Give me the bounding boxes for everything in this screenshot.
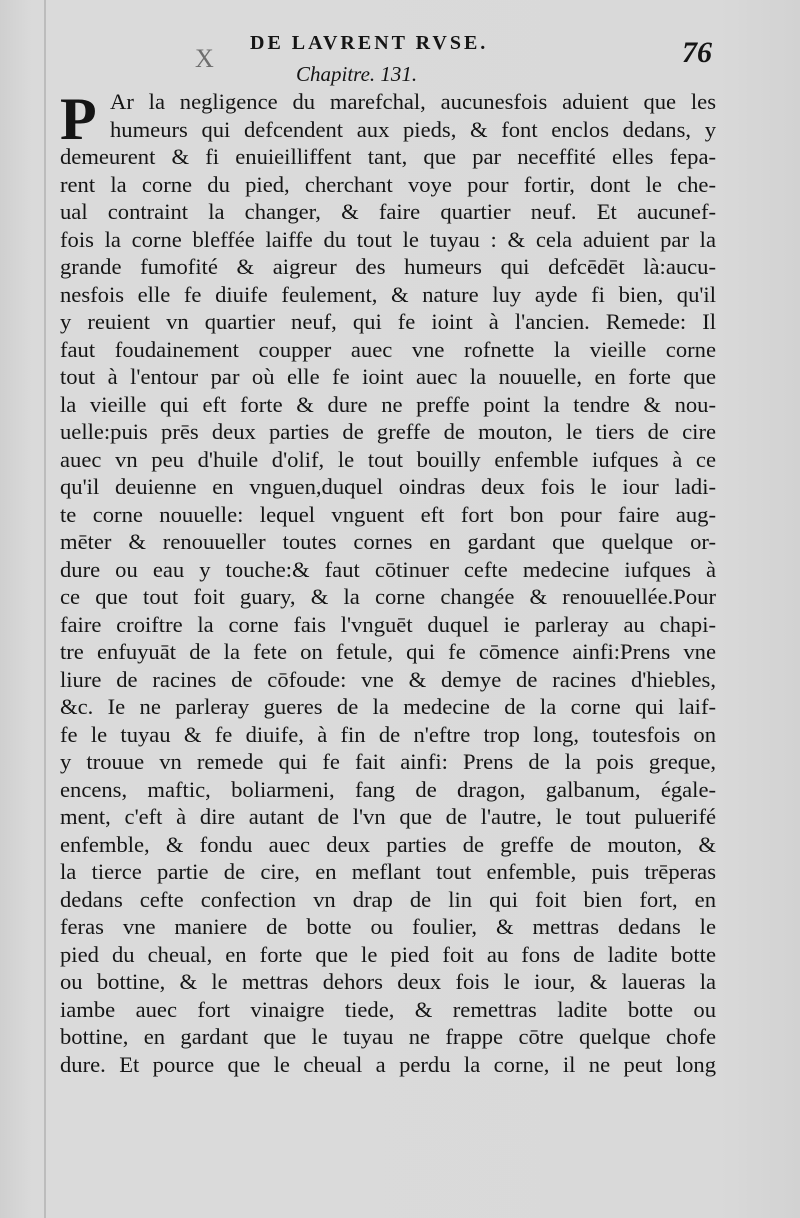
text-line: ual contraint la changer, & faire quartier neuf. Et aucunef-	[60, 199, 716, 224]
text-line: fe le tuyau & fe diuife, à fin de n'eftre trop long, toutesfois on	[60, 721, 716, 747]
text-line: te corne nouuelle: lequel vnguent eft fort bon pour faire aug-	[60, 501, 716, 527]
text-line: la vieille qui eft forte & dure ne preffe point la tendre & nou-	[60, 391, 716, 417]
text-line: ce que tout foit guary, & la corne changée & renouuellée.Pour	[60, 584, 716, 609]
running-title: DE LAVRENT RVSE.	[250, 32, 489, 54]
text-line: &c. Ie ne parleray gueres de la medecine de la corne qui laif-	[60, 694, 716, 719]
text-line: tout à l'entour par où elle fe ioint auec la nouuelle, en forte que	[60, 364, 716, 389]
text-line: nesfois elle fe diuife feulement, & nature luy ayde fi bien, qu'il	[60, 281, 716, 307]
text-line: auec vn peu d'huile d'olif, le tout bouilly enfemble iufques à ce	[60, 446, 716, 472]
text-line: encens, maftic, boliarmeni, fang de dragon, galbanum, égale-	[60, 776, 716, 802]
text-line: demeurent & fi enuieilliffent tant, que par neceffité elles fepa-	[60, 144, 716, 169]
page-fold-shadow	[44, 0, 46, 1218]
text-line: dure ou eau y touche:& faut cōtinuer cefte medecine iufques à	[60, 556, 716, 582]
text-line: pied du cheual, en forte que le pied foit au fons de ladite botte	[60, 941, 716, 967]
text-line: dedans cefte confection vn drap de lin qui foit bien fort, en	[60, 886, 716, 912]
text-line: feras vne maniere de botte ou foulier, & mettras dedans le	[60, 914, 716, 939]
text-line: y reuient vn quartier neuf, qui fe ioint à l'ancien. Remede: Il	[60, 309, 716, 334]
text-line: la tierce partie de cire, en meflant tout enfemble, puis trēperas	[60, 859, 716, 884]
text-line: humeurs qui defcendent aux pieds, & font enclos dedans, y	[110, 116, 716, 142]
text-line: qu'il deuienne en vnguen,duquel oindras deux fois le iour ladi-	[60, 474, 716, 499]
text-line: grande fumofité & aigreur des humeurs qui defcēdēt là:aucu-	[60, 254, 716, 279]
text-line: tre enfuyuāt de la fete on fetule, qui fe cōmence ainfi:Prens vne	[60, 639, 716, 664]
text-line: iambe auec fort vinaigre tiede, & remettras ladite botte ou	[60, 996, 716, 1022]
text-line: uelle:puis prēs deux parties de greffe de mouton, le tiers de cire	[60, 419, 716, 444]
text-line: Ar la negligence du marefchal, aucunesfois aduient que les	[110, 89, 716, 114]
drop-cap: P	[60, 86, 97, 152]
text-line: faire croiftre la corne fais l'vnguēt duquel ie parleray au chapi-	[60, 611, 716, 637]
text-line: rent la corne du pied, cherchant voye pour fortir, dont le che-	[60, 171, 716, 197]
page-number: 76	[682, 36, 712, 69]
text-line: mēter & renouueller toutes cornes en gardant que quelque or-	[60, 529, 716, 554]
text-line: enfemble, & fondu auec deux parties de greffe de mouton, &	[60, 831, 716, 857]
chapter-heading: Chapitre. 131.	[296, 62, 418, 86]
margin-x-mark: X	[195, 44, 214, 73]
body-text	[60, 88, 716, 1078]
text-line: y trouue vn remede qui fe fait ainfi: Prens de la pois greque,	[60, 749, 716, 774]
text-line: ment, c'eft à dire autant de l'vn que de l'autre, le tout puluerifé	[60, 804, 716, 829]
text-line: bottine, en gardant que le tuyau ne frappe cōtre quelque chofe	[60, 1024, 716, 1049]
text-line: dure. Et pource que le cheual a perdu la corne, il ne peut long	[60, 1051, 716, 1077]
text-line: fois la corne bleffée laiffe du tout le tuyau : & cela aduient par la	[60, 226, 716, 252]
text-line: ou bottine, & le mettras dehors deux fois le iour, & laueras la	[60, 969, 716, 994]
text-line: liure de racines de cōfoude: vne & demye de racines d'hiebles,	[60, 666, 716, 692]
text-line: faut foudainement coupper auec vne rofnette la vieille corne	[60, 336, 716, 362]
